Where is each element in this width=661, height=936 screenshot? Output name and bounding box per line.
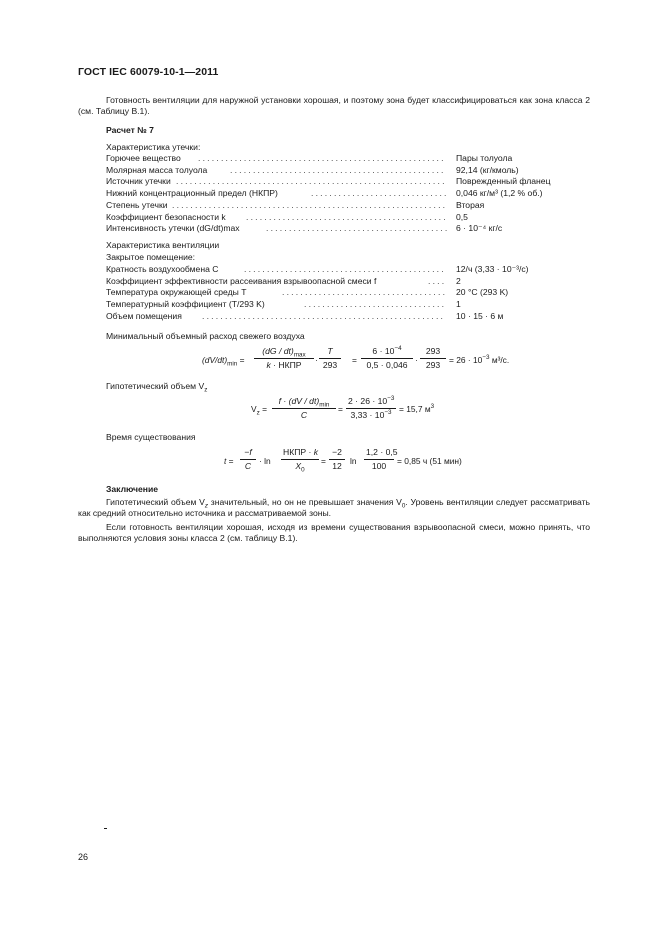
- f2-fraction-2: $2 \cdot 26 \cdot 10^{-3}$ $3,33 \cdot 10^{-3}$: [348, 395, 395, 421]
- leader-dots: ...............................: [304, 299, 447, 310]
- f3-fraction-1: −f C: [240, 447, 256, 472]
- conclusion-paragraph-2: Если готовность вентиляции хорошая, исходя из времени существования взрывоопасной смеси, можно принять, что выполняются условия зоны класса 2 (см. таблицу В.1).: [78, 522, 590, 544]
- row-value: 10 · 15 · 6 м: [456, 310, 504, 321]
- row-label: Нижний концентрационный предел (НКПР): [106, 188, 278, 199]
- page-number: 26: [78, 852, 89, 862]
- leader-dots: ...........................................................: [176, 176, 447, 187]
- f1-result: = $26 \cdot 10^{-3}$ м³/с.: [449, 354, 510, 365]
- ventilation-subheading: Закрытое помещение:: [106, 252, 196, 262]
- conclusion-title: Заключение: [106, 484, 159, 494]
- f1-lhs: $(dV/dt)_{min}$ =: [202, 355, 245, 368]
- row-label: Температура окружающей среды T: [106, 287, 247, 298]
- leader-dots: ............................................: [246, 211, 448, 222]
- row-value: Пары толуола: [456, 153, 513, 163]
- leader-dots: ..............................: [311, 188, 449, 199]
- calculation-title: Расчет № 7: [106, 125, 154, 135]
- leader-dots: .....................................................: [202, 310, 446, 321]
- row-label: Объем помещения: [106, 310, 182, 321]
- row-label: Степень утечки: [106, 199, 168, 210]
- row-label: Интенсивность утечки (dG/dt)max: [106, 223, 240, 234]
- leader-dots: ......................................................: [198, 153, 446, 163]
- leader-dots: ........................................: [266, 223, 450, 234]
- leader-dots: ...............................................: [230, 164, 446, 175]
- row-value: 12/ч (3,33 · 10⁻³/с): [456, 264, 529, 274]
- f1-fraction-4: 293 293: [420, 346, 446, 371]
- footer-mark: [104, 828, 107, 829]
- vent-row: [106, 276, 590, 288]
- formula2-label: Гипотетический объем $V_z$: [106, 381, 208, 394]
- document-header: ГОСТ IEC 60079-10-1—2011: [78, 66, 219, 78]
- vent-row: [106, 264, 590, 276]
- vent-row: [106, 311, 590, 323]
- formula1-label: Минимальный объемный расход свежего воздуха: [106, 331, 305, 341]
- vent-row: [106, 299, 590, 311]
- intro-paragraph: Готовность вентиляции для наружной установки хорошая, и поэтому зона будет классифицироваться как зона класса 2 (см. Таблицу В.1).: [78, 95, 590, 117]
- f1-fraction-3: $6 \cdot 10^{-4}$ 0,5 · 0,046: [361, 346, 413, 371]
- leak-heading: Характеристика утечки:: [106, 142, 201, 152]
- row-label: Источник утечки: [106, 176, 171, 187]
- row-value: Вторая: [456, 199, 485, 210]
- row-value: 20 °C (293 K): [456, 287, 509, 298]
- f3-fraction-2: НКПР · k $X_0$: [283, 447, 319, 474]
- leak-row: [106, 165, 590, 177]
- row-label: Коэффициент безопасности k: [106, 211, 226, 222]
- leader-dots: ............................................................: [172, 199, 448, 210]
- row-value: 1: [456, 299, 461, 310]
- f2-lhs: $V_z$ =: [251, 404, 267, 417]
- f3-result: = 0,85 ч (51 мин): [397, 456, 462, 466]
- leader-dots: ....: [428, 275, 447, 286]
- row-value: 0,046 кг/м³ (1,2 % об.): [456, 188, 543, 199]
- ventilation-heading: Характеристика вентиляции: [106, 240, 220, 250]
- leader-dots: ....................................: [282, 287, 448, 298]
- f3-fraction-4: 1,2 · 0,5 100: [366, 447, 398, 472]
- leak-row: [106, 212, 590, 224]
- row-label: Горючее вещество: [106, 153, 181, 163]
- leader-dots: ............................................: [244, 264, 446, 274]
- document-page: ГОСТ IEC 60079-10-1—2011 Готовность вентиляции для наружной установки хорошая, и поэтому зона будет классифицироваться как зона класса 2 (см. Таблицу В.1). Расчет № 7 Характеристика утечки: Горючее вещество ...................................................... Пары толуола Молярная масса толуола ............................................... 92,14 (кг/кмоль) Источник утечки ........................................................... Поврежденный фланец Нижний концентрационный предел (НКПР) .............................. 0,046 кг/м³ (1,2 % об.) Степень утечки ............................................................ Вторая Коэффициент безопасности k ............................................ 0,5 Интенсивность утечки (dG/dt)max ........................................ 6 · 10⁻⁴ кг/с Характеристика вентиляции Закрытое помещение: Кратность воздухообмена C ............................................ 12/ч (3,33 · 10⁻³/с) Коэффициент эффективности рассеивания взрывоопасной смеси f .... 2 Температура окружающей среды T .................................... 20 °C (293 K) Температурный коэффициент (T/293 K) ............................... 1 Объем помещения ..................................................... 10 · 15 · 6 м Минимальный объемный расход свежего воздуха $(dV/dt)_{min}$ = $(dG / dt)_{max}$ k · НКПР · T 293 = $6 \cdot 10^{-4}$ 0,5 · 0,046 · 293 293 = $26 \cdot 10^{-3}$ м³/с. Гипотетический объем $V_z$ $V_z$ = $f \cdot (dV / dt)_{min}$ C = $2 \cdot 26 \cdot 10^{-3}$ $3,33 \cdot 10^{-3}$ = 15,7 $м^3$ Время существования t = −f C · ln НКПР · k $X_0$ = −2 12 ln 1,2 · 0,5 100 = 0,85 ч (51 мин) Заключение Гипотетический объем $V_z$ значительный, но он не превышает значения $V_0$. Уровень вентиляции следует рассматривать как средний относительно источника и рассматриваемой зоны. Если готовность вентиляции хорошая, исходя из времени существования взрывоопасной смеси, можно принять, что выполняются условия зоны класса 2 (см. таблицу В.1). 26: [78, 66, 590, 862]
- row-value: 92,14 (кг/кмоль): [456, 164, 519, 175]
- leak-row: [106, 200, 590, 212]
- f2-result: = 15,7 $м^3$: [399, 403, 435, 414]
- leak-row: [106, 223, 590, 235]
- f3-lhs: t =: [224, 456, 234, 466]
- row-label: Молярная масса толуола: [106, 164, 208, 175]
- f3-fraction-3: −2 12: [329, 447, 345, 472]
- f1-fraction-2: T 293: [319, 346, 341, 371]
- row-value: 0,5: [456, 211, 468, 222]
- row-value: 6 · 10⁻⁴ кг/с: [456, 223, 503, 234]
- f1-fraction-1: $(dG / dt)_{max}$ k · НКПР: [254, 346, 314, 371]
- conclusion-paragraph-1: Гипотетический объем $V_z$ значительный, но он не превышает значения $V_0$. Уровень вентиляции следует рассматривать как средний относительно источника и рассматриваемой зоны.: [78, 497, 590, 519]
- row-label: Кратность воздухообмена C: [106, 264, 219, 274]
- row-value: Поврежденный фланец: [456, 176, 551, 187]
- leak-row: [106, 188, 590, 200]
- leak-row: [106, 153, 590, 165]
- f2-fraction-1: $f \cdot (dV / dt)_{min}$ C: [272, 396, 336, 421]
- row-value: 2: [456, 275, 461, 286]
- leak-row: [106, 176, 590, 188]
- row-label: Температурный коэффициент (T/293 K): [106, 299, 265, 310]
- vent-row: [106, 287, 590, 299]
- row-label: Коэффициент эффективности рассеивания взрывоопасной смеси f: [106, 275, 377, 286]
- formula3-label: Время существования: [106, 432, 196, 442]
